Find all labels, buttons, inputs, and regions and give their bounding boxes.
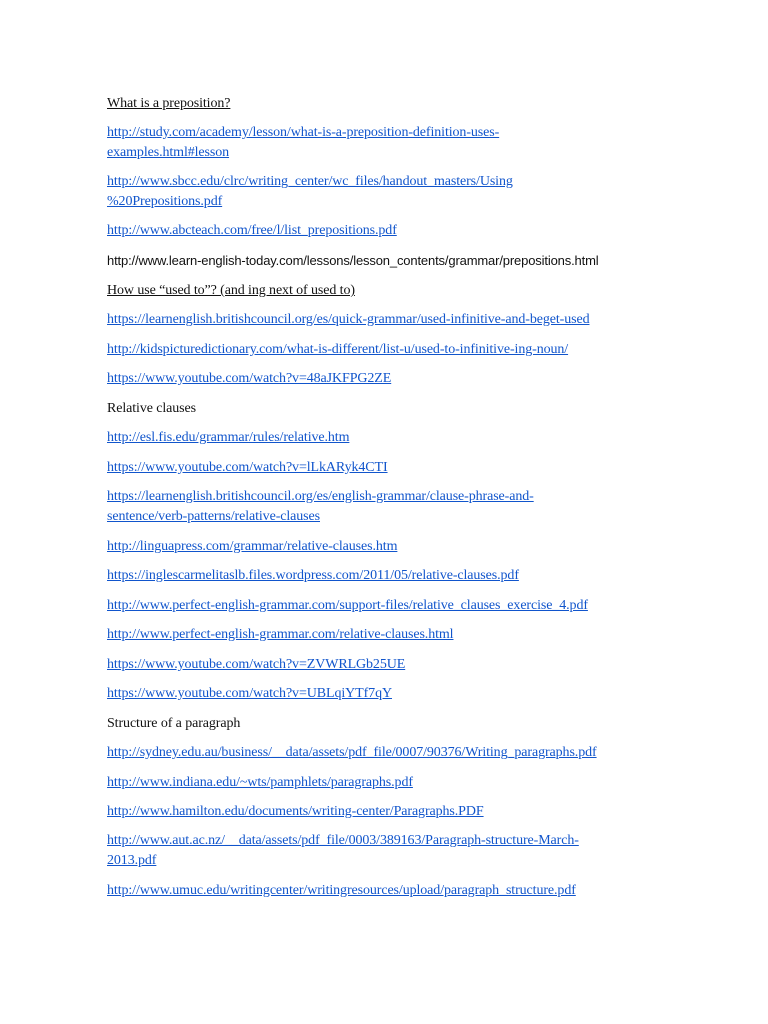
section-heading: Relative clauses [107,401,196,416]
section-heading-line [107,281,707,301]
resource-link-line [107,340,707,360]
section-heading-line [107,399,707,419]
resource-link[interactable]: https://www.youtube.com/watch?v=UBLqiYTf7qY [107,686,392,701]
section-heading-line [107,94,707,114]
resource-link-line [107,773,707,793]
resource-link[interactable]: http://sydney.edu.au/business/__data/assets/pdf_file/0007/90376/Writing_paragraphs.pdf [107,745,597,760]
resource-link-line [107,831,707,870]
resource-link-line [107,537,707,557]
resource-link-line [107,172,707,211]
resource-link-line [107,123,707,162]
resource-link[interactable]: http://kidspicturedictionary.com/what-is-different/list-u/used-to-infinitive-ing-noun/ [107,342,569,357]
resource-link-line [107,802,707,822]
resource-link[interactable]: http://www.perfect-english-grammar.com/support-files/relative_clauses_exercise_4.pdf [107,598,588,613]
resource-link-line [107,487,707,526]
resource-link[interactable]: https://learnenglish.britishcouncil.org/es/quick-grammar/used-infinitive-and-beget-used [107,312,590,327]
resource-link-part-1[interactable]: http://www.aut.ac.nz/__data/assets/pdf_file/0003/389163/Paragraph-structure-March- [107,833,579,848]
resource-link-line [107,458,707,478]
resource-link[interactable]: http://www.abcteach.com/free/l/list_prepositions.pdf [107,223,397,238]
resource-link[interactable]: http://www.hamilton.edu/documents/writing-center/Paragraphs.PDF [107,804,484,819]
resource-link-part-2[interactable]: %20Prepositions.pdf [107,193,223,209]
resource-link-part-2[interactable]: examples.html#lesson [107,144,230,160]
resource-link-line [107,369,707,389]
plain-url-text-line [107,251,707,271]
resource-link[interactable]: http://www.indiana.edu/~wts/pamphlets/paragraphs.pdf [107,775,413,790]
resource-link[interactable]: http://www.umuc.edu/writingcenter/writingresources/upload/paragraph_structure.pdf [107,883,576,898]
resource-link-line [107,596,707,616]
resource-link-line [107,684,707,704]
section-heading-line [107,714,707,734]
resource-link[interactable]: http://linguapress.com/grammar/relative-clauses.htm [107,539,398,554]
resource-link-line [107,743,707,763]
resource-link[interactable]: http://esl.fis.edu/grammar/rules/relative.htm [107,430,350,445]
plain-url-text: http://www.learn-english-today.com/lessons/lesson_contents/grammar/prepositions.html [107,253,599,268]
resource-link-part-1[interactable]: http://study.com/academy/lesson/what-is-a-preposition-definition-uses- [107,125,500,140]
resource-link[interactable]: https://www.youtube.com/watch?v=48aJKFPG2ZE [107,371,392,386]
resource-link-line [107,625,707,645]
resource-link[interactable]: https://inglescarmelitaslb.files.wordpress.com/2011/05/relative-clauses.pdf [107,568,519,583]
resource-link-part-1[interactable]: http://www.sbcc.edu/clrc/writing_center/wc_files/handout_masters/Using [107,174,513,189]
resource-link[interactable]: http://www.perfect-english-grammar.com/relative-clauses.html [107,627,454,642]
resource-link-part-1[interactable]: https://learnenglish.britishcouncil.org/es/english-grammar/clause-phrase-and- [107,489,534,504]
resource-link[interactable]: https://www.youtube.com/watch?v=ZVWRLGb25UE [107,657,406,672]
resource-link-part-2[interactable]: sentence/verb-patterns/relative-clauses [107,508,320,524]
resource-link-line [107,310,707,330]
resource-link-line [107,566,707,586]
resource-link-part-2[interactable]: 2013.pdf [107,852,157,868]
section-heading: What is a preposition? [107,96,231,111]
resource-link-line [107,221,707,241]
resource-link-line [107,655,707,675]
section-heading: How use “used to”? (and ing next of used to) [107,283,355,298]
section-heading: Structure of a paragraph [107,716,241,731]
resource-link-line [107,428,707,448]
resource-link-line [107,881,707,901]
resource-link[interactable]: https://www.youtube.com/watch?v=lLkARyk4CTI [107,460,388,475]
